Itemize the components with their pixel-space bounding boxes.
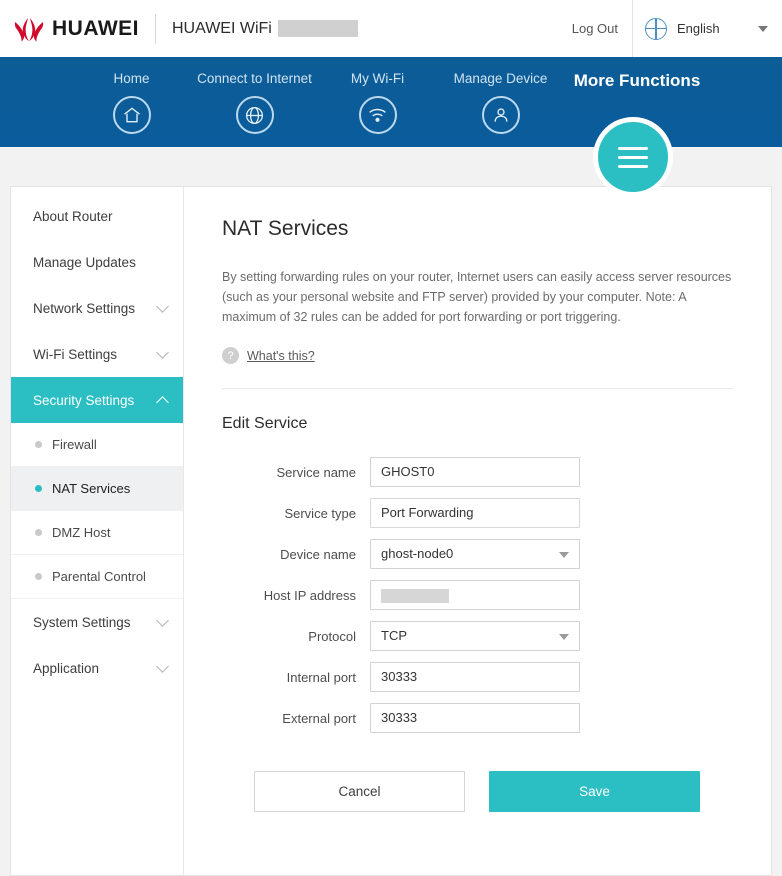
sidebar-label: Manage Updates [33,254,136,270]
bullet-icon [35,529,42,536]
brand-name: HUAWEI [52,16,139,40]
globe-icon [236,96,274,134]
nav-item-manage-device[interactable] [439,71,562,134]
page-description: By setting forwarding rules on your router, Internet users can easily access server resources (such as your personal website and FTP server) provided by your computer. Note: A maximum of 32 rules can be added for port forwarding or port triggering. [222,270,732,324]
sidebar-subitem-firewall[interactable] [11,423,183,467]
sidebar-label: About Router [33,208,113,224]
label-service-type: Service type [284,505,356,521]
label-service-name: Service name [276,464,356,480]
main-content [184,187,771,875]
chevron-down-icon [156,300,169,313]
form-row-internal-port [222,662,733,692]
nav-label-manage-device: Manage Device [453,71,548,86]
sidebar-item-manage-updates[interactable] [11,239,183,285]
form-row-device-name [222,539,733,569]
device-title-text: HUAWEI WiFi [172,19,272,37]
form-row-protocol [222,621,733,651]
page-body [0,147,782,876]
whats-this-link[interactable]: What's this? [247,348,315,363]
sidebar [11,187,184,875]
question-mark-icon: ? [222,347,239,364]
chevron-down-icon [559,552,569,558]
chevron-down-icon [559,634,569,640]
host-ip-redacted [381,589,449,603]
wifi-icon [359,96,397,134]
main-navigation [0,57,782,147]
form-row-service-name [222,457,733,487]
sidebar-subitem-nat-services[interactable] [11,467,183,511]
bullet-icon [35,485,42,492]
language-value: English [677,21,720,36]
chevron-down-icon [758,26,768,32]
nav-label-wifi: My Wi-Fi [350,71,405,86]
sidebar-label: Security Settings [33,392,135,408]
sidebar-label: Application [33,660,100,676]
chevron-down-icon [156,346,169,359]
chevron-down-icon [156,614,169,627]
nav-item-my-wifi[interactable] [316,71,439,134]
bullet-icon [35,573,42,580]
form-row-service-type [222,498,733,528]
form-row-host-ip [222,580,733,610]
label-internal-port: Internal port [286,669,356,685]
top-bar [0,0,782,57]
language-selector[interactable] [632,0,782,57]
sidebar-sublabel: Firewall [52,437,97,452]
hamburger-icon[interactable] [593,117,673,197]
home-icon [113,96,151,134]
internal-port-input[interactable]: 30333 [370,662,580,692]
cancel-button[interactable]: Cancel [254,771,465,812]
globe-icon [645,18,667,40]
header-actions [572,0,782,57]
chevron-up-icon [156,396,169,409]
nav-item-connect-to-internet[interactable] [193,71,316,134]
nav-item-more-functions[interactable] [562,71,712,101]
header-divider [155,14,156,44]
huawei-logo [14,16,139,42]
whats-this-row [222,347,733,364]
sidebar-label: Wi-Fi Settings [33,346,118,362]
label-host-ip-address: Host IP address [263,587,356,603]
form-row-external-port [222,703,733,733]
nav-label-home: Home [113,71,150,86]
chevron-down-icon [156,660,169,673]
nav-label-connect: Connect to Internet [197,71,312,86]
host-ip-input[interactable] [370,580,580,610]
sidebar-label: Network Settings [33,300,136,316]
sidebar-sublabel: NAT Services [52,481,131,496]
sidebar-sublabel: DMZ Host [52,525,111,540]
protocol-value: TCP [381,628,407,643]
huawei-flower-icon [14,16,44,42]
sidebar-item-system-settings[interactable] [11,599,183,645]
form-actions [222,771,733,812]
label-device-name: Device name [280,546,356,562]
service-name-input[interactable]: GHOST0 [370,457,580,487]
section-divider [222,388,733,389]
page-title: NAT Services [222,217,349,240]
logout-button[interactable]: Log Out [571,21,618,36]
service-type-value: Port Forwarding [370,498,580,528]
nav-label-more-functions: More Functions [573,71,701,90]
sidebar-item-network-settings[interactable] [11,285,183,331]
device-name-value: ghost-node0 [381,546,454,561]
protocol-select[interactable] [370,621,580,651]
user-icon [482,96,520,134]
label-external-port: External port [282,710,356,726]
sidebar-subitem-dmz-host[interactable] [11,511,183,555]
section-title-edit-service: Edit Service [222,415,308,432]
sidebar-item-wifi-settings[interactable] [11,331,183,377]
sidebar-sublabel: Parental Control [52,569,146,584]
sidebar-item-security-settings[interactable] [11,377,183,423]
save-button[interactable]: Save [489,771,700,812]
sidebar-subitem-parental-control[interactable] [11,555,183,599]
content-panel [10,186,772,876]
sidebar-item-application[interactable] [11,645,183,691]
sidebar-item-about-router[interactable] [11,193,183,239]
label-protocol: Protocol [308,628,356,644]
device-name-redacted [278,20,358,37]
device-name-select[interactable] [370,539,580,569]
device-title [172,20,358,38]
bullet-icon [35,441,42,448]
nav-item-home[interactable] [70,71,193,134]
external-port-input[interactable]: 30333 [370,703,580,733]
sidebar-label: System Settings [33,614,131,630]
